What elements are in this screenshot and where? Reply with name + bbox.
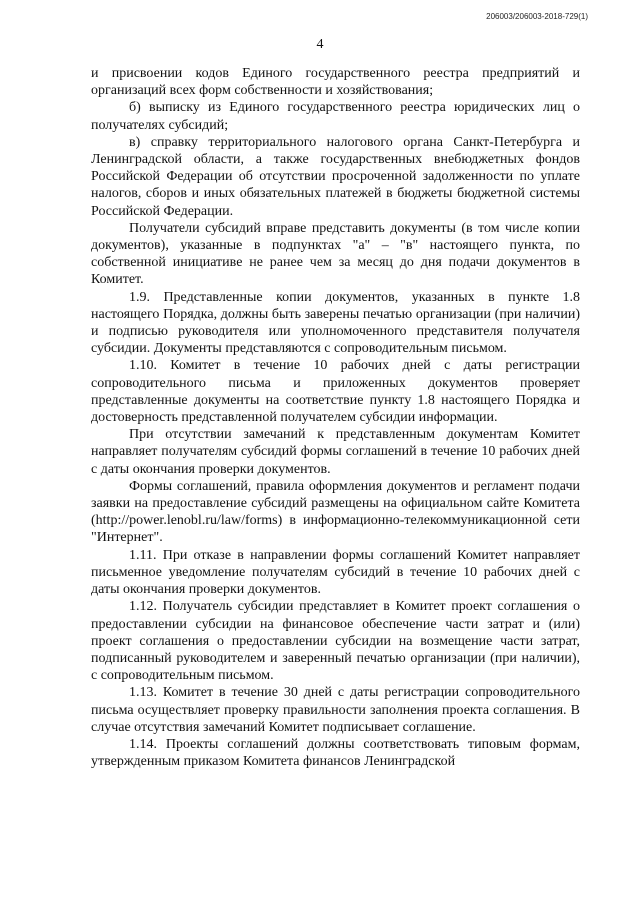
page-number: 4 xyxy=(316,37,324,52)
paragraph: 1.9. Представленные копии документов, указанных в пункте 1.8 настоящего Порядка, должны быть заверены печатью организации (при наличии) и подписью руководителя или уполномоченного представителя получателя субсидии. Документы представляются с сопроводительным письмом. xyxy=(91,289,580,357)
paragraph: б) выписку из Единого государственного реестра юридических лиц о получателях субсидий; xyxy=(91,100,580,133)
paragraph: 1.12. Получатель субсидии представляет в Комитет проект соглашения о предоставлении субсидии на финансовое обеспечение части затрат и (или) проект соглашения о предоставлении субсидии на возмещение части затрат, подписанный руководителем и заверенный печатью организации (при наличии), с сопроводительным письмом. xyxy=(91,599,580,684)
paragraph: 1.14. Проекты соглашений должны соответствовать типовым формам, утвержденным приказом Комитета финансов Ленинградской xyxy=(91,736,580,770)
paragraph: 1.13. Комитет в течение 30 дней с даты регистрации сопроводительного письма осуществляет проверку правильности заполнения проекта соглашения. В случае отсутствия замечаний Комитет подписывает соглашение. xyxy=(91,685,580,735)
paragraph: При отсутствии замечаний к представленным документам Комитет направляет получателям субсидий формы соглашений в течение 10 рабочих дней с даты окончания проверки документов. xyxy=(91,427,580,477)
document-id: 206003/206003-2018-729(1) xyxy=(486,12,588,21)
paragraph: Получатели субсидий вправе представить документы (в том числе копии документов), указанные в подпунктах "а" – "в" настоящего пункта, по собственной инициативе не ранее чем за месяц до дня подачи документов в Комитет. xyxy=(91,220,580,288)
paragraph: и присвоении кодов Единого государственного реестра предприятий и организаций всех форм собственности и хозяйствования; xyxy=(91,66,580,99)
document-body xyxy=(91,65,580,770)
paragraph: 1.10. Комитет в течение 10 рабочих дней с даты регистрации сопроводительного письма и приложенных документов проверяет представленные документы на соответствие пункту 1.8 настоящего Порядка и достоверность представленной получателем субсидии информации. xyxy=(91,358,580,426)
paragraph: 1.11. При отказе в направлении формы соглашений Комитет направляет письменное уведомление получателям субсидий в течение 10 рабочих дней с даты окончания проверки документов. xyxy=(91,547,580,598)
paragraph: в) справку территориального налогового органа Санкт-Петербурга и Ленинградской области, а также государственных внебюджетных фондов Российской Федерации об отсутствии просроченной задолженности по уплате налогов, сборов и иных обязательных платежей в бюджеты бюджетной системы Российской Федерации. xyxy=(91,134,580,219)
paragraph: Формы соглашений, правила оформления документов и регламент подачи заявки на предоставление субсидий размещены на официальном сайте Комитета (http://power.lenobl.ru/law/forms) в информационно-телекоммуникационной сети "Интернет". xyxy=(91,478,580,546)
